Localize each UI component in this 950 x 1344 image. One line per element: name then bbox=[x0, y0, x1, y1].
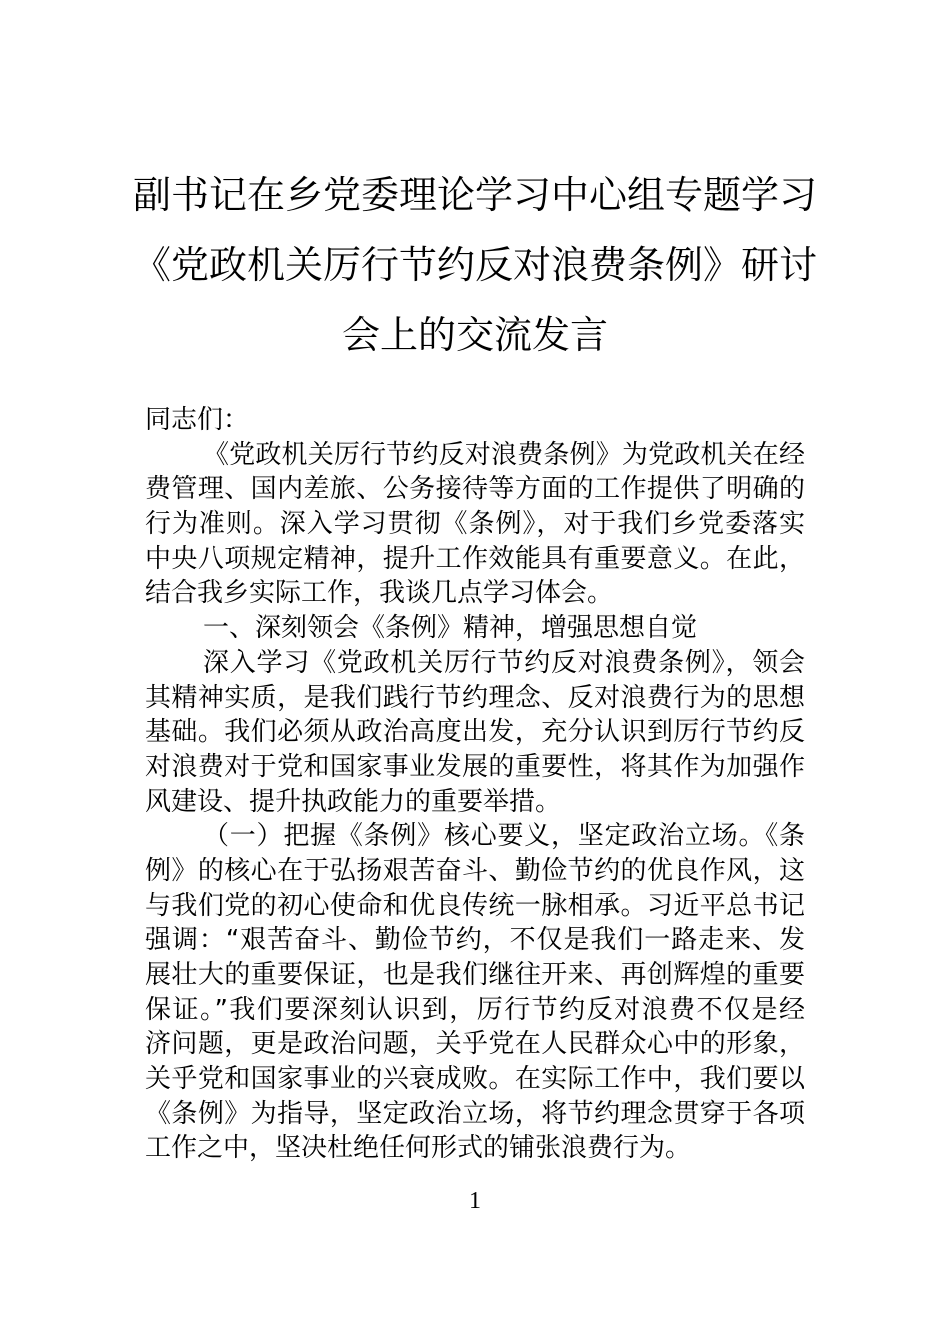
title-line-3: 会上的交流发言 bbox=[341, 313, 608, 357]
text-line: 费管理、国内差旅、公务接待等方面的工作提供了明确的 bbox=[145, 474, 805, 505]
document-body bbox=[145, 403, 805, 1166]
text-line: 基础。我们必须从政治高度出发，充分认识到厉行节约反 bbox=[145, 717, 805, 748]
text-line: （一）把握《条例》核心要义，坚定政治立场。《条 bbox=[203, 821, 805, 852]
text-line: 行为准则。深入学习贯彻《条例》，对于我们乡党委落实 bbox=[145, 509, 805, 540]
text-line: 济问题，更是政治问题，关乎党在人民群众心中的形象， bbox=[145, 1029, 805, 1060]
text-line: 其精神实质，是我们践行节约理念、反对浪费行为的思想 bbox=[145, 682, 805, 713]
paragraph bbox=[145, 438, 805, 611]
page-number: 1 bbox=[469, 1188, 481, 1214]
salutation bbox=[145, 403, 805, 438]
document-title bbox=[0, 160, 950, 370]
text-line: 同志们： bbox=[145, 405, 250, 435]
paragraph bbox=[145, 611, 805, 646]
text-line: 工作之中，坚决杜绝任何形式的铺张浪费行为。 bbox=[145, 1133, 692, 1164]
text-line: 例》的核心在于弘扬艰苦奋斗、勤俭节约的优良作风，这 bbox=[145, 855, 805, 886]
text-line: 《党政机关厉行节约反对浪费条例》为党政机关在经 bbox=[203, 439, 805, 470]
text-line: 《条例》为指导，坚定政治立场，将节约理念贯穿于各项 bbox=[145, 1098, 805, 1129]
text-line: 强调：“艰苦奋斗、勤俭节约，不仅是我们一路走来、发 bbox=[145, 925, 805, 956]
text-line: 展壮大的重要保证，也是我们继往开来、再创辉煌的重要 bbox=[145, 960, 805, 990]
text-line: 关乎党和国家事业的兴衰成败。在实际工作中，我们要以 bbox=[145, 1064, 805, 1095]
paragraph bbox=[145, 646, 805, 819]
text-line: 与我们党的初心使命和优良传统一脉相承。习近平总书记 bbox=[145, 890, 805, 921]
text-line: 结合我乡实际工作，我谈几点学习体会。 bbox=[145, 578, 614, 609]
text-line: 对浪费对于党和国家事业发展的重要性，将其作为加强作 bbox=[145, 751, 805, 782]
paragraph bbox=[145, 819, 805, 1166]
text-line: 一、深刻领会《条例》精神，增强思想自觉 bbox=[203, 613, 698, 644]
text-line: 中央八项规定精神，提升工作效能具有重要意义。在此， bbox=[145, 543, 805, 574]
title-line-2: 《党政机关厉行节约反对浪费条例》研讨 bbox=[132, 243, 817, 287]
text-line: 风建设、提升执政能力的重要举措。 bbox=[145, 786, 562, 817]
text-line: 深入学习《党政机关厉行节约反对浪费条例》，领会 bbox=[203, 647, 805, 678]
text-line: 保证。”我们要深刻认识到，厉行节约反对浪费不仅是经 bbox=[145, 994, 805, 1025]
title-line-1: 副书记在乡党委理论学习中心组专题学习 bbox=[132, 173, 817, 217]
